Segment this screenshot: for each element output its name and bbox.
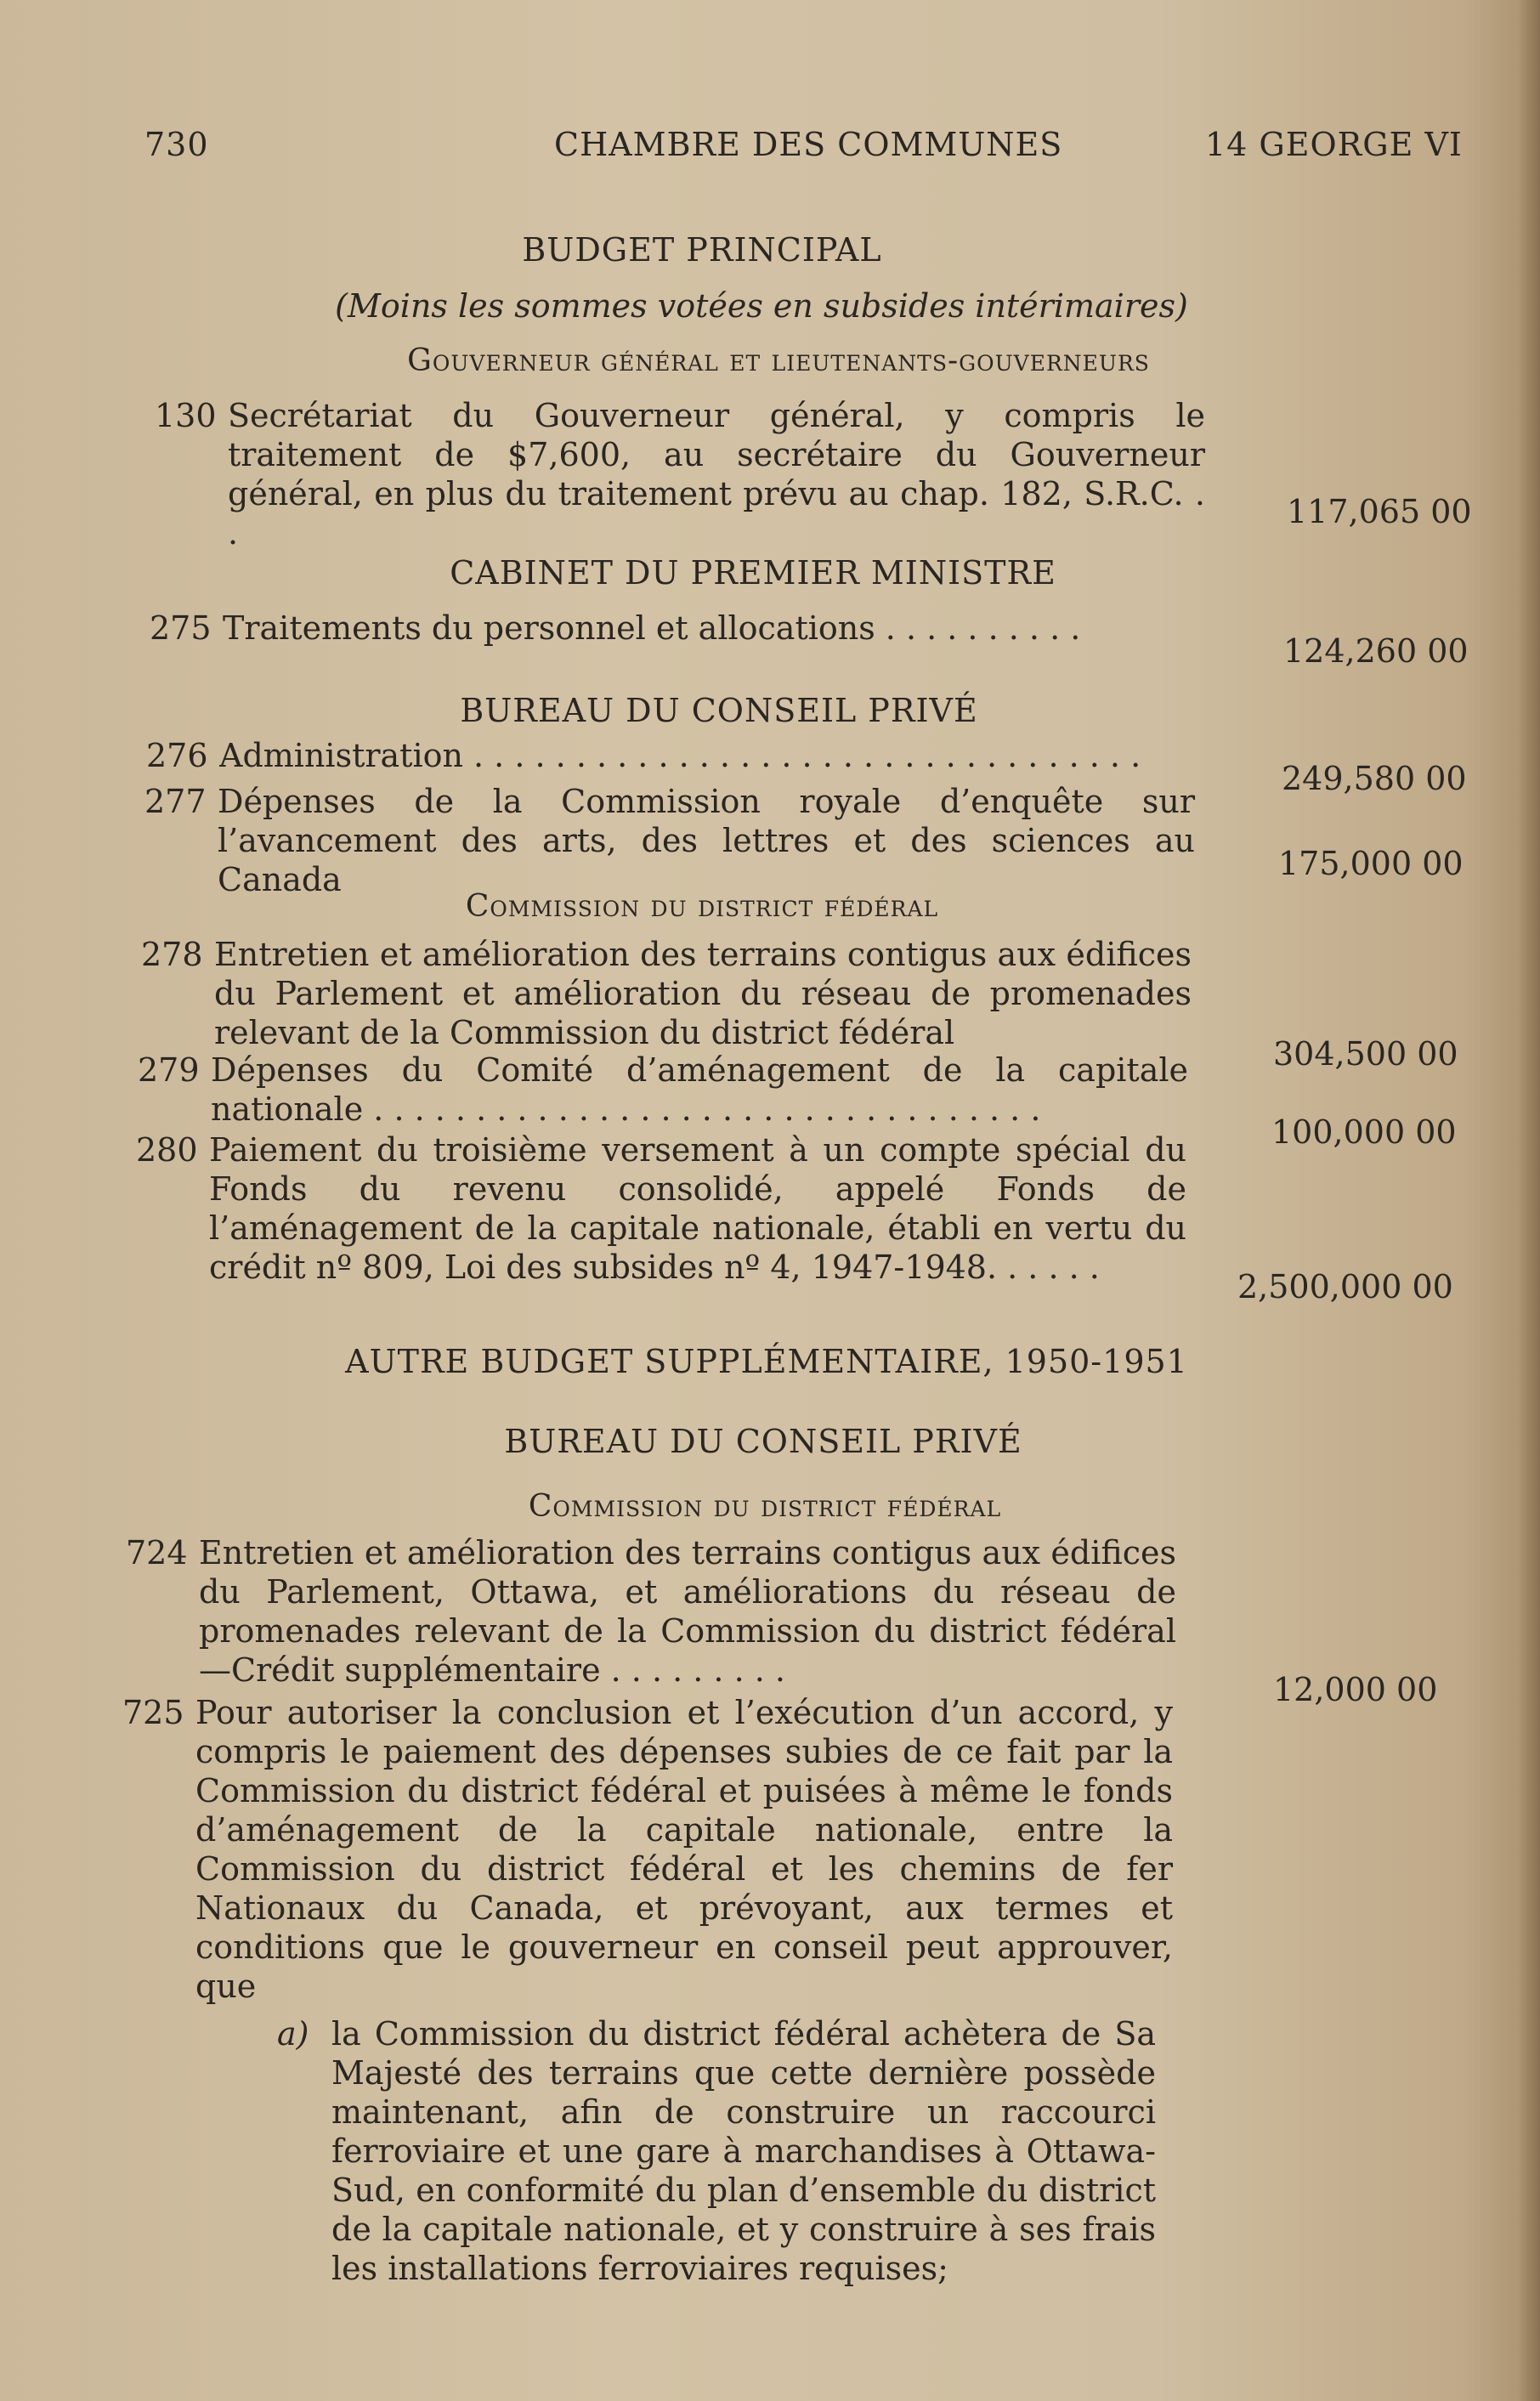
vote-amount-276: 249,580 00 bbox=[1282, 760, 1467, 797]
vote-amount-130: 117,065 00 bbox=[1287, 493, 1472, 530]
clause-text: la Commission du district fédéral achètera de Sa Majesté des terrains que cette dernière possède maintenant, afin de construire un raccourci ferroviaire et une gare à marchandises à Ottawa-Sud, en conformité du plan d’ensemble du district de la capitale nationale, et y construire à ses frais les installations ferroviaires requises; bbox=[331, 2015, 1156, 2287]
vote-amount-278: 304,500 00 bbox=[1273, 1035, 1458, 1073]
running-header-title: CHAMBRE DES COMMUNES bbox=[554, 126, 1063, 163]
vote-number: 275 bbox=[150, 609, 212, 647]
vote-number: 279 bbox=[138, 1051, 200, 1089]
vote-number: 130 bbox=[155, 397, 217, 434]
heading-commission-district-federal-2: Commission du district fédéral bbox=[528, 1489, 1002, 1524]
vote-number: 278 bbox=[141, 936, 203, 973]
vote-text: Pour autoriser la conclusion et l’exécution d’un accord, y compris le paiement des dépenses subies de ce fait par la Commission du district fédéral et puisées à même le fonds d’aménagement de la capitale nationale, entre la Commission du district fédéral et les chemins de fer Nationaux du Canada, et prévoyant, aux termes et conditions que le gouverneur en conseil peut approuver, que bbox=[195, 1694, 1173, 2005]
heading-bureau-conseil-prive-2: BUREAU DU CONSEIL PRIVÉ bbox=[504, 1423, 1022, 1460]
vote-text: Paiement du troisième versement à un compte spécial du Fonds du revenu consolidé, appelé Fonds de l’aménagement de la capitale nationale, établi en vertu du crédit nº 809, Loi des subsides nº 4, 1947-1948. . . . . . bbox=[209, 1131, 1186, 1286]
vote-number: 724 bbox=[126, 1534, 188, 1571]
section-title-autre-budget: AUTRE BUDGET SUPPLÉMENTAIRE, 1950-1951 bbox=[345, 1343, 1188, 1380]
vote-amount-724: 12,000 00 bbox=[1273, 1671, 1438, 1708]
heading-commission-district-federal: Commission du district fédéral bbox=[465, 889, 939, 924]
section-subtitle: (Moins les sommes votées en subsides intérimaires) bbox=[335, 287, 1188, 325]
vote-number: 725 bbox=[122, 1694, 184, 1731]
vote-number: 280 bbox=[136, 1131, 198, 1169]
vote-text: Traitements du personnel et allocations . . . . . . . . . . bbox=[223, 609, 1081, 647]
vote-amount-275: 124,260 00 bbox=[1283, 632, 1469, 670]
heading-gouverneur-general: Gouverneur général et lieutenants-gouverneurs bbox=[407, 343, 1150, 378]
vote-amount-279: 100,000 00 bbox=[1271, 1113, 1457, 1151]
heading-bureau-conseil-prive: BUREAU DU CONSEIL PRIVÉ bbox=[460, 692, 978, 729]
vote-text: Dépenses du Comité d’aménagement de la capitale nationale . . . . . . . . . . . . . . . . . . . . . . . . . . . . . . . . . bbox=[211, 1051, 1188, 1128]
section-title-budget-principal: BUDGET PRINCIPAL bbox=[522, 231, 882, 269]
vote-amount-277: 175,000 00 bbox=[1278, 845, 1464, 882]
running-header-regnal-year: 14 GEORGE VI bbox=[1205, 126, 1463, 163]
vote-number: 276 bbox=[146, 737, 208, 774]
vote-text: Administration . . . . . . . . . . . . . . . . . . . . . . . . . . . . . . . . . bbox=[219, 737, 1141, 774]
vote-text: Entretien et amélioration des terrains contigus aux édifices du Parlement et amélioration du réseau de promenades relevant de la Commission du district fédéral bbox=[214, 936, 1192, 1051]
vote-text: Entretien et amélioration des terrains contigus aux édifices du Parlement, Ottawa, et améliorations du réseau de promenades relevant de la Commission du district fédéral—Crédit supplémentaire . . . . . . . . . bbox=[199, 1534, 1176, 1689]
heading-cabinet-premier-ministre: CABINET DU PREMIER MINISTRE bbox=[450, 554, 1056, 592]
vote-text: Secrétariat du Gouverneur général, y compris le traitement de $7,600, au secrétaire du Gouverneur général, en plus du traitement prévu au chap. 182, S.R.C. . . bbox=[228, 397, 1205, 552]
page-number: 730 bbox=[144, 126, 209, 163]
vote-text: Dépenses de la Commission royale d’enquête sur l’avancement des arts, des lettres et des sciences au Canada bbox=[218, 783, 1195, 898]
vote-number: 277 bbox=[144, 783, 207, 820]
clause-letter: a) bbox=[277, 2015, 309, 2053]
vote-amount-280: 2,500,000 00 bbox=[1237, 1268, 1453, 1305]
